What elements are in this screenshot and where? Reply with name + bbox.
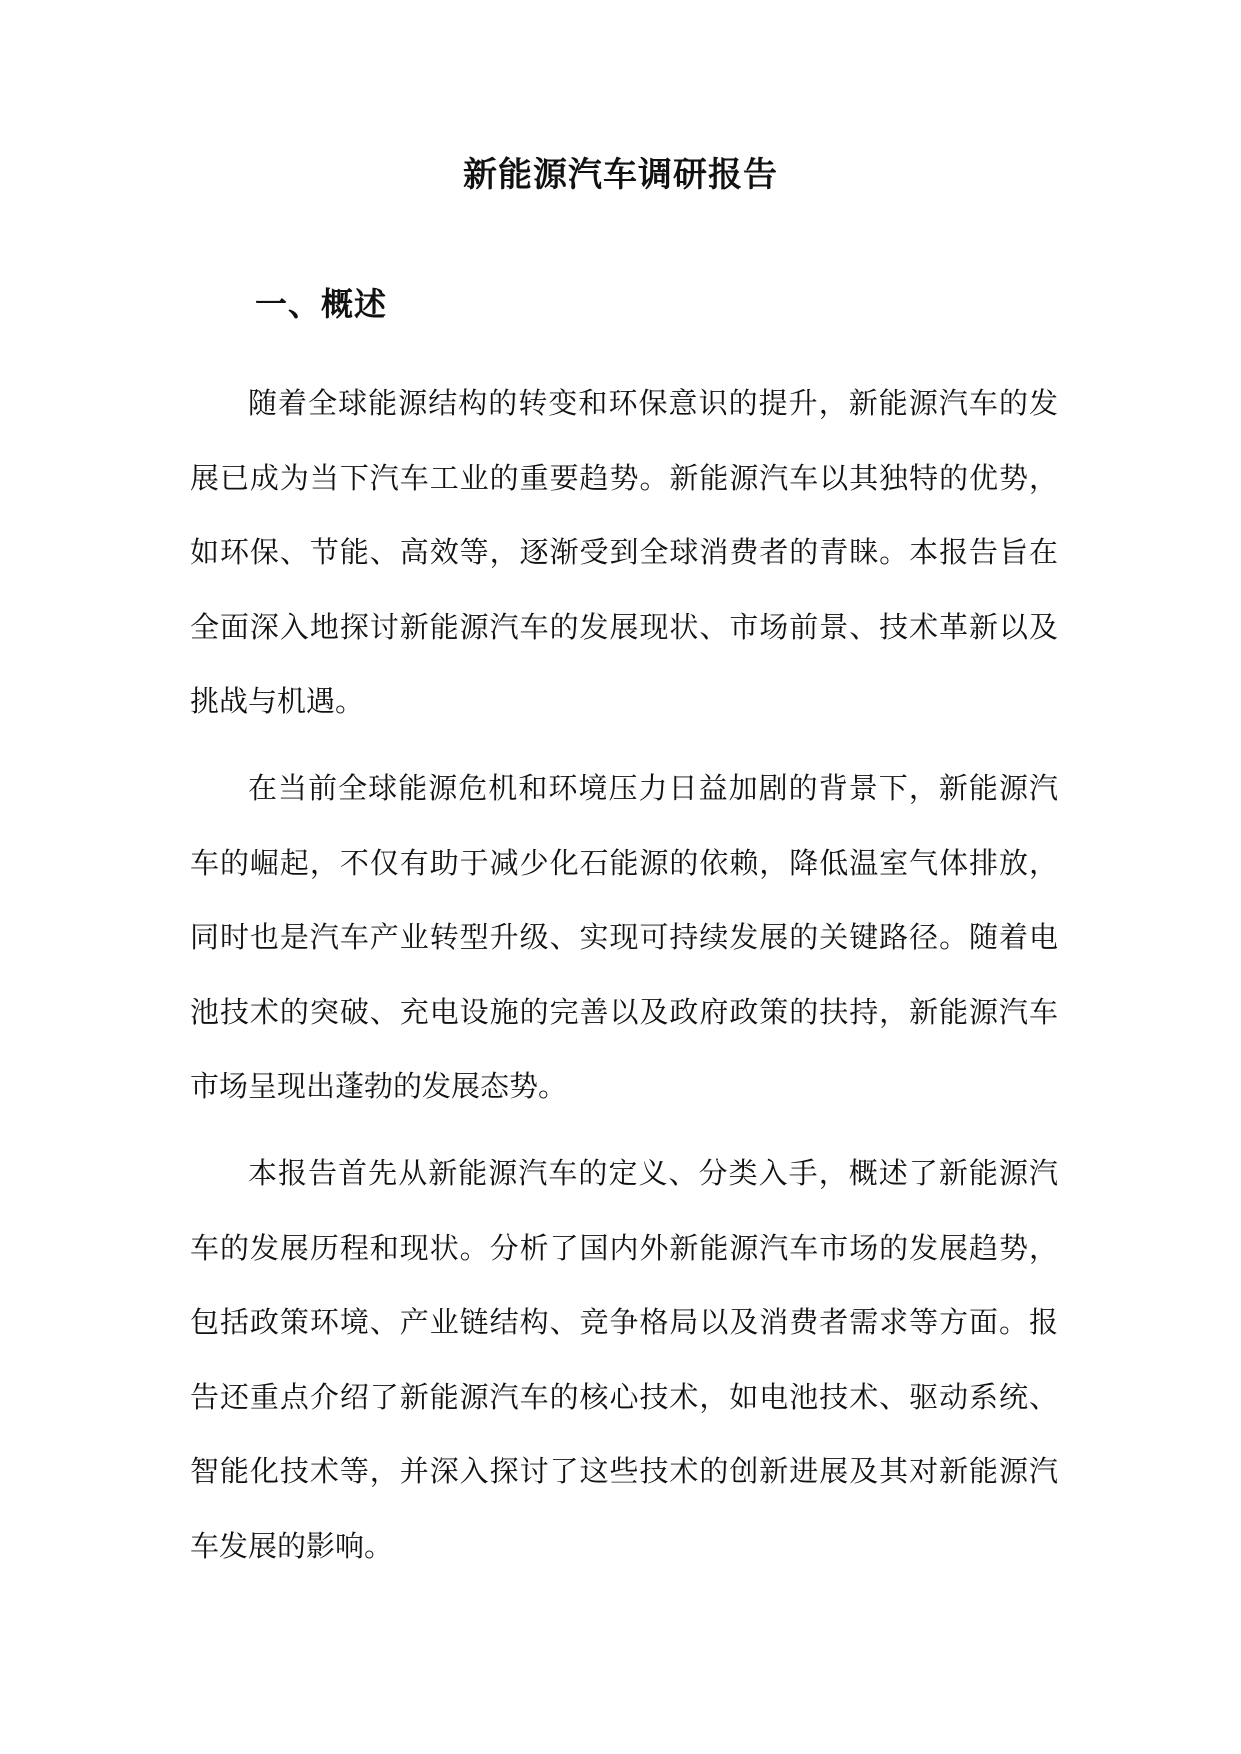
paragraph-3: 本报告首先从新能源汽车的定义、分类入手，概述了新能源汽车的发展历程和现状。分析了国内外新能源汽车市场的发展趋势，包括政策环境、产业链结构、竞争格局以及消费者需求等方面。报告还重点介绍了新能源汽车的核心技术，如电池技术、驱动系统、智能化技术等，并深入探讨了这些技术的创新进展及其对新能源汽车发展的影响。: [190, 1155, 1058, 1563]
section-heading-overview: 一、概述: [255, 285, 388, 323]
paragraph-1: 随着全球能源结构的转变和环保意识的提升，新能源汽车的发展已成为当下汽车工业的重要趋势。新能源汽车以其独特的优势，如环保、节能、高效等，逐渐受到全球消费者的青睐。本报告旨在全面深入地探讨新能源汽车的发展现状、市场前景、技术革新以及挑战与机遇。: [190, 386, 1058, 719]
section-body: [190, 366, 1058, 1596]
paragraph-2: 在当前全球能源危机和环境压力日益加剧的背景下，新能源汽车的崛起，不仅有助于减少化石能源的依赖，降低温室气体排放，同时也是汽车产业转型升级、实现可持续发展的关键路径。随着电池技术的突破、充电设施的完善以及政府政策的扶持，新能源汽车市场呈现出蓬勃的发展态势。: [190, 770, 1058, 1104]
document-title: 新能源汽车调研报告: [463, 155, 778, 195]
